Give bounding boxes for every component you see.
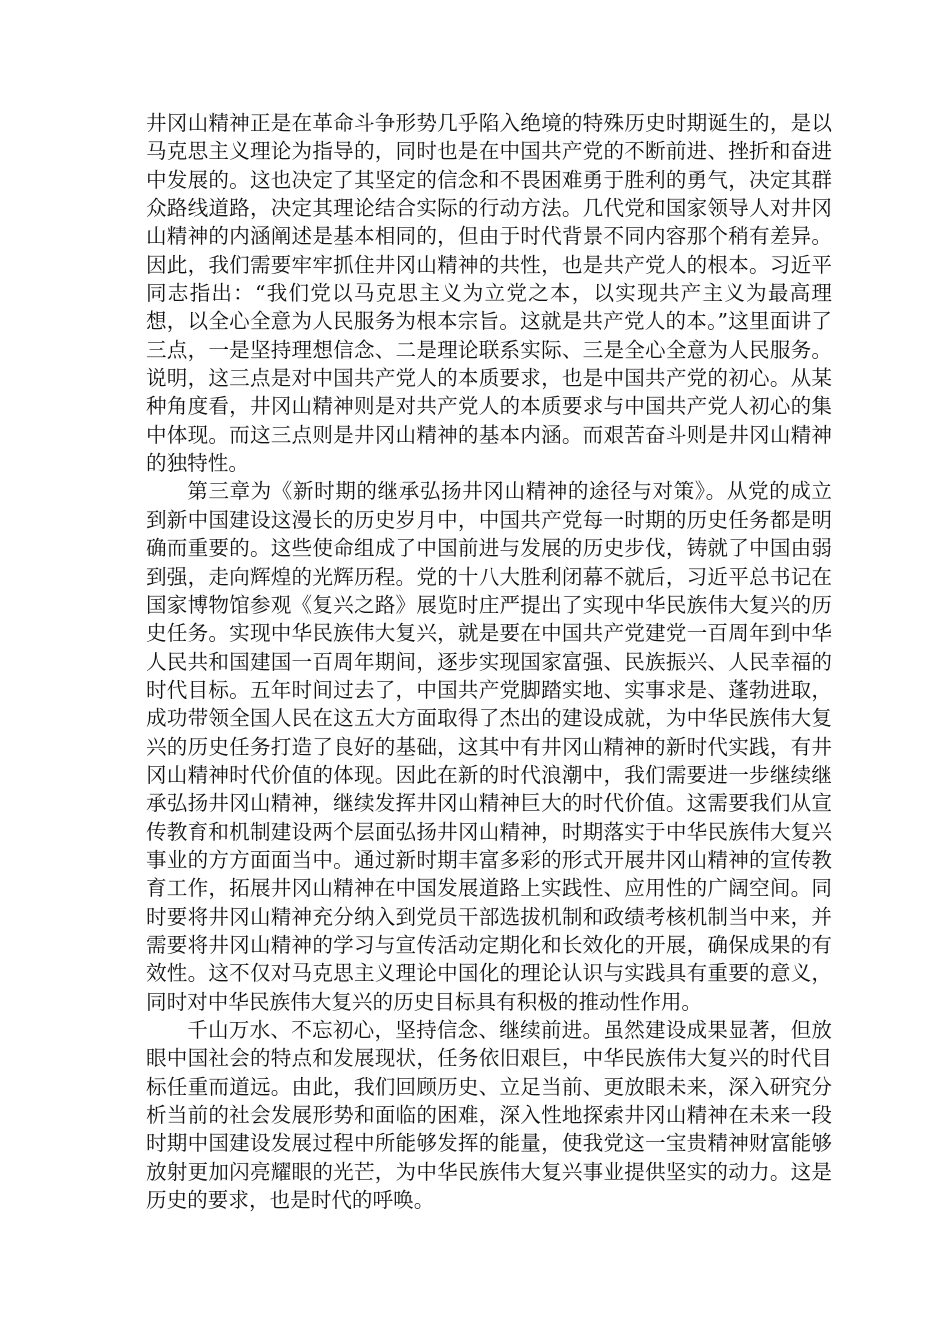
paragraph-2: 第三章为《新时期的继承弘扬井冈山精神的途径与对策》。从党的成立到新中国建设这漫长的历史岁月中，中国共产党每一时期的历史任务都是明确而重要的。这些使命组成了中国前进与发展的历史步伐，铸就了中国由弱到强，走向辉煌的光辉历程。党的十八大胜利闭幕不就后，习近平总书记在国家博物馆参观《复兴之路》展览时庄严提出了实现中华民族伟大复兴的历史任务。实现中华民族伟大复兴，就是要在中国共产党建党一百周年到中华人民共和国建国一百周年期间，逐步实现国家富强、民族振兴、人民幸福的时代目标。五年时间过去了，中国共产党脚踏实地、实事求是、蓬勃进取，成功带领全国人民在这五大方面取得了杰出的建设成就，为中华民族伟大复兴的历史任务打造了良好的基础，这其中有井冈山精神的新时代实践，有井冈山精神时代价值的体现。因此在新的时代浪潮中，我们需要进一步继续继承弘扬井冈山精神，继续发挥井冈山精神巨大的时代价值。这需要我们从宣传教育和机制建设两个层面弘扬井冈山精神，时期落实于中华民族伟大复兴事业的方方面面当中。通过新时期丰富多彩的形式开展井冈山精神的宣传教育工作，拓展井冈山精神在中国发展道路上实践性、应用性的广阔空间。同时要将井冈山精神充分纳入到党员干部选拔机制和政绩考核机制当中来，并需要将井冈山精神的学习与宣传活动定期化和长效化的开展，确保成果的有效性。这不仅对马克思主义理论中国化的理论认识与实践具有重要的意义，同时对中华民族伟大复兴的历史目标具有积极的推动性作用。 [146, 479, 832, 1014]
body-text [146, 109, 832, 1214]
paragraph-3: 千山万水、不忘初心，坚持信念、继续前进。虽然建设成果显著，但放眼中国社会的特点和发展现状，任务依旧艰巨，中华民族伟大复兴的时代目标任重而道远。由此，我们回顾历史、立足当前、更放眼未来，深入研究分析当前的社会发展形势和面临的困难，深入性地探索井冈山精神在未来一段时期中国建设发展过程中所能够发挥的能量，使我党这一宝贵精神财富能够放射更加闪亮耀眼的光芒，为中华民族伟大复兴事业提供坚实的动力。这是历史的要求，也是时代的呼唤。 [146, 1018, 832, 1213]
paragraph-1: 井冈山精神正是在革命斗争形势几乎陷入绝境的特殊历史时期诞生的，是以马克思主义理论为指导的，同时也是在中国共产党的不断前进、挫折和奋进中发展的。这也决定了其坚定的信念和不畏困难勇于胜利的勇气，决定其群众路线道路，决定其理论结合实际的行动方法。几代党和国家领导人对井冈山精神的内涵阐述是基本相同的，但由于时代背景不同内容那个稍有差异。因此，我们需要牢牢抓住井冈山精神的共性，也是共产党人的根本。习近平同志指出：“我们党以马克思主义为立党之本，以实现共产主义为最高理想，以全心全意为人民服务为根本宗旨。这就是共产党人的本。”这里面讲了三点，一是坚持理想信念、二是理论联系实际、三是全心全意为人民服务。说明，这三点是对中国共产党人的本质要求，也是中国共产党的初心。从某种角度看，井冈山精神则是对共产党人的本质要求与中国共产党人初心的集中体现。而这三点则是井冈山精神的基本内涵。而艰苦奋斗则是井冈山精神的独特性。 [146, 111, 832, 476]
